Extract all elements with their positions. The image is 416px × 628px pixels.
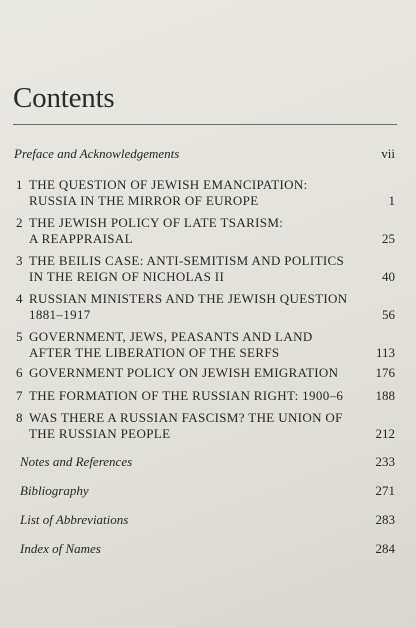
toc-entry-page: 283: [375, 512, 395, 527]
chapter-title-line: THE FORMATION OF THE RUSSIAN RIGHT: 1900–6: [29, 388, 344, 403]
chapter-title: [29, 410, 343, 442]
chapter-title-line: GOVERNMENT, JEWS, PEASANTS AND LAND: [29, 329, 313, 344]
chapter-title-line: AFTER THE LIBERATION OF THE SERFS: [29, 345, 280, 360]
chapter-title-line: RUSSIA IN THE MIRROR OF EUROPE: [29, 193, 259, 208]
page-title: Contents: [13, 82, 115, 114]
chapter-page: 212: [375, 426, 395, 441]
toc-entry-title: List of Abbreviations: [20, 512, 129, 527]
chapter-title: [29, 388, 343, 404]
toc-entry-title: Bibliography: [20, 483, 89, 498]
title-rule: [13, 124, 397, 125]
chapter-title-line: THE RUSSIAN PEOPLE: [29, 426, 171, 441]
chapter-page: 1: [388, 193, 395, 208]
chapter-title: [29, 253, 344, 285]
toc-entry-page: 233: [375, 454, 395, 469]
toc-entry-page: 284: [375, 541, 395, 556]
chapter-title-line: 1881–1917: [29, 307, 91, 322]
chapter-title-line: RUSSIAN MINISTERS AND THE JEWISH QUESTION: [29, 291, 348, 306]
chapter-title: [29, 365, 338, 381]
toc-entry-title: Notes and References: [20, 454, 133, 469]
chapter-number: 5: [16, 329, 23, 344]
chapter-title-line: WAS THERE A RUSSIAN FASCISM? THE UNION OF: [29, 410, 343, 425]
chapter-page: 40: [382, 269, 395, 284]
chapter-title-line: THE QUESTION OF JEWISH EMANCIPATION:: [29, 177, 308, 192]
chapter-title: [29, 329, 313, 361]
toc-entry-page: vii: [381, 146, 395, 161]
chapter-number: 8: [16, 410, 23, 425]
toc-entry-title: Preface and Acknowledgements: [14, 146, 180, 161]
chapter-number: 1: [16, 177, 23, 192]
chapter-number: 6: [16, 365, 23, 380]
chapter-number: 3: [16, 253, 23, 268]
chapter-title-line: THE BEILIS CASE: ANTI-SEMITISM AND POLITICS: [29, 253, 345, 268]
chapter-title: [29, 215, 283, 247]
chapter-title: [29, 177, 308, 209]
chapter-page: 188: [375, 388, 395, 403]
chapter-page: 113: [375, 345, 395, 360]
chapter-title-line: IN THE REIGN OF NICHOLAS II: [29, 269, 225, 284]
chapter-title-line: A REAPPRAISAL: [29, 231, 133, 246]
chapter-page: 56: [382, 307, 395, 322]
chapter-page: 25: [382, 231, 395, 246]
chapter-title-line: GOVERNMENT POLICY ON JEWISH EMIGRATION: [29, 365, 339, 380]
chapter-title-line: THE JEWISH POLICY OF LATE TSARISM:: [29, 215, 284, 230]
chapter-page: 176: [375, 365, 395, 380]
chapter-number: 2: [16, 215, 23, 230]
chapter-number: 4: [16, 291, 23, 306]
toc-entry-page: 271: [375, 483, 395, 498]
chapter-number: 7: [16, 388, 23, 403]
chapter-title: [29, 291, 348, 323]
toc-entry-title: Index of Names: [20, 541, 101, 556]
